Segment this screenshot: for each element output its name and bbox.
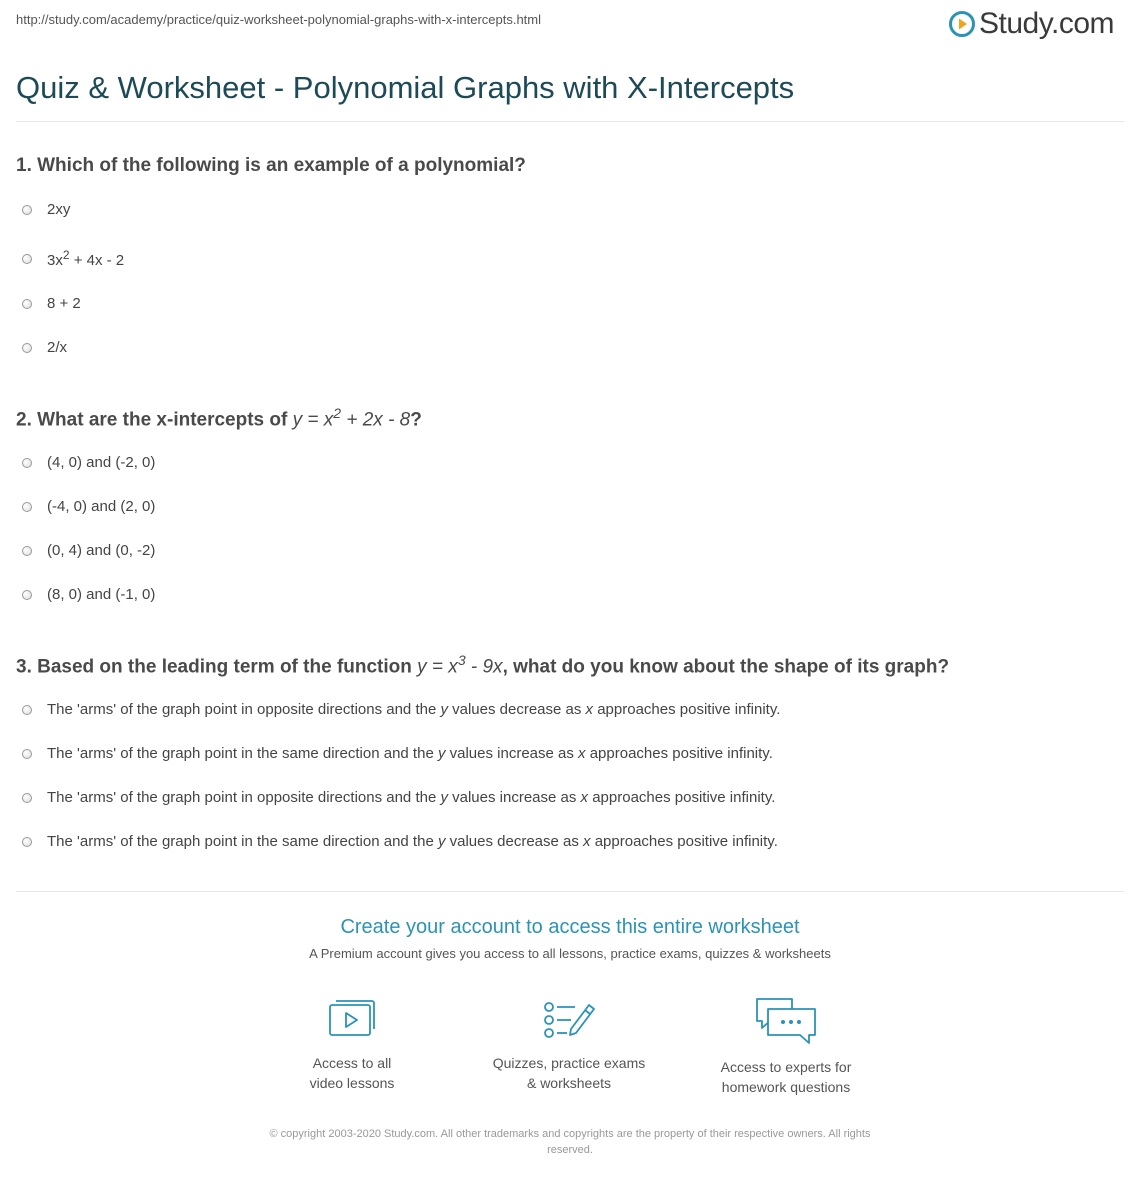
study-logo[interactable]: [949, 7, 1114, 41]
question-3: [16, 652, 1124, 678]
feature-label: Access to all video lessons: [309, 1055, 395, 1091]
q3-option-2[interactable]: [22, 745, 773, 762]
q2-option-3[interactable]: [22, 542, 155, 559]
option-label: The 'arms' of the graph point in the same direction and the y values decrease as x approaches positive infinity.: [47, 833, 778, 850]
option-label: 2/x: [47, 339, 68, 356]
q1-option-4[interactable]: [22, 339, 67, 356]
study-logo-icon: [949, 11, 975, 37]
option-label: $3x^2 + 4x - 2$: [47, 248, 125, 269]
radio-button[interactable]: [22, 837, 32, 847]
radio-button[interactable]: [22, 705, 32, 715]
option-label: 8 + 2: [47, 295, 81, 312]
logo-text: Study.com: [979, 7, 1114, 40]
feature-label: Access to experts for homework questions: [720, 1059, 852, 1095]
expert-chat-icon: [754, 995, 818, 1045]
option-label: (-4, 0) and (2, 0): [47, 498, 156, 515]
feature-experts: [686, 995, 886, 1097]
option-label: The 'arms' of the graph point in opposite directions and the y values increase as x approaches positive infinity.: [47, 789, 776, 806]
radio-button[interactable]: [22, 749, 32, 759]
radio-button[interactable]: [22, 299, 32, 309]
question-1: [16, 155, 1124, 177]
option-label: (8, 0) and (-1, 0): [47, 586, 156, 603]
radio-button[interactable]: [22, 343, 32, 353]
q3-option-1[interactable]: [22, 701, 780, 718]
radio-button[interactable]: [22, 502, 32, 512]
cta-title[interactable]: Create your account to access this entire worksheet: [340, 916, 800, 938]
q3-option-4[interactable]: [22, 833, 778, 850]
feature-quizzes: [469, 995, 669, 1093]
q1-option-1[interactable]: [22, 201, 70, 218]
option-label: 2xy: [47, 201, 71, 218]
q3-option-3[interactable]: [22, 789, 775, 806]
feature-label: Quizzes, practice exams & worksheets: [492, 1055, 646, 1091]
option-label: (0, 4) and (0, -2): [47, 542, 156, 559]
section-divider: [16, 891, 1124, 892]
quiz-checklist-icon: [541, 995, 597, 1041]
feature-video-lessons: [252, 995, 452, 1093]
question-3-text: 3. Based on the leading term of the function $y = x^3 - 9x$, what do you know about the shape of its graph?: [16, 652, 950, 678]
radio-button[interactable]: [22, 254, 32, 264]
radio-button[interactable]: [22, 590, 32, 600]
q2-option-2[interactable]: [22, 498, 155, 515]
radio-button[interactable]: [22, 458, 32, 468]
radio-button[interactable]: [22, 205, 32, 215]
question-2: [16, 405, 1124, 431]
copyright-footer: © copyright 2003-2020 Study.com. All other trademarks and copyrights are the property of their respective owners. All rights reserved.: [269, 1128, 871, 1156]
question-1-text: 1. Which of the following is an example of a polynomial?: [16, 155, 526, 176]
q2-option-4[interactable]: [22, 586, 155, 603]
cta-subtitle: A Premium account gives you access to all lessons, practice exams, quizzes & worksheets: [309, 946, 831, 961]
title-divider: [16, 121, 1124, 122]
radio-button[interactable]: [22, 546, 32, 556]
option-label: (4, 0) and (-2, 0): [47, 454, 156, 471]
radio-button[interactable]: [22, 793, 32, 803]
q1-option-2[interactable]: [22, 248, 124, 269]
video-lesson-icon: [327, 995, 377, 1041]
q2-option-1[interactable]: [22, 454, 155, 471]
page-url: http://study.com/academy/practice/quiz-worksheet-polynomial-graphs-with-x-intercepts.html: [16, 12, 542, 27]
page-title: Quiz & Worksheet - Polynomial Graphs with X-Intercepts: [16, 70, 795, 105]
question-2-text: 2. What are the x-intercepts of $y = x^2 + 2x - 8$?: [16, 405, 422, 431]
q1-option-3[interactable]: [22, 295, 81, 312]
option-label: The 'arms' of the graph point in opposite directions and the y values decrease as x approaches positive infinity.: [47, 701, 781, 718]
option-label: The 'arms' of the graph point in the same direction and the y values increase as x approaches positive infinity.: [47, 745, 773, 762]
